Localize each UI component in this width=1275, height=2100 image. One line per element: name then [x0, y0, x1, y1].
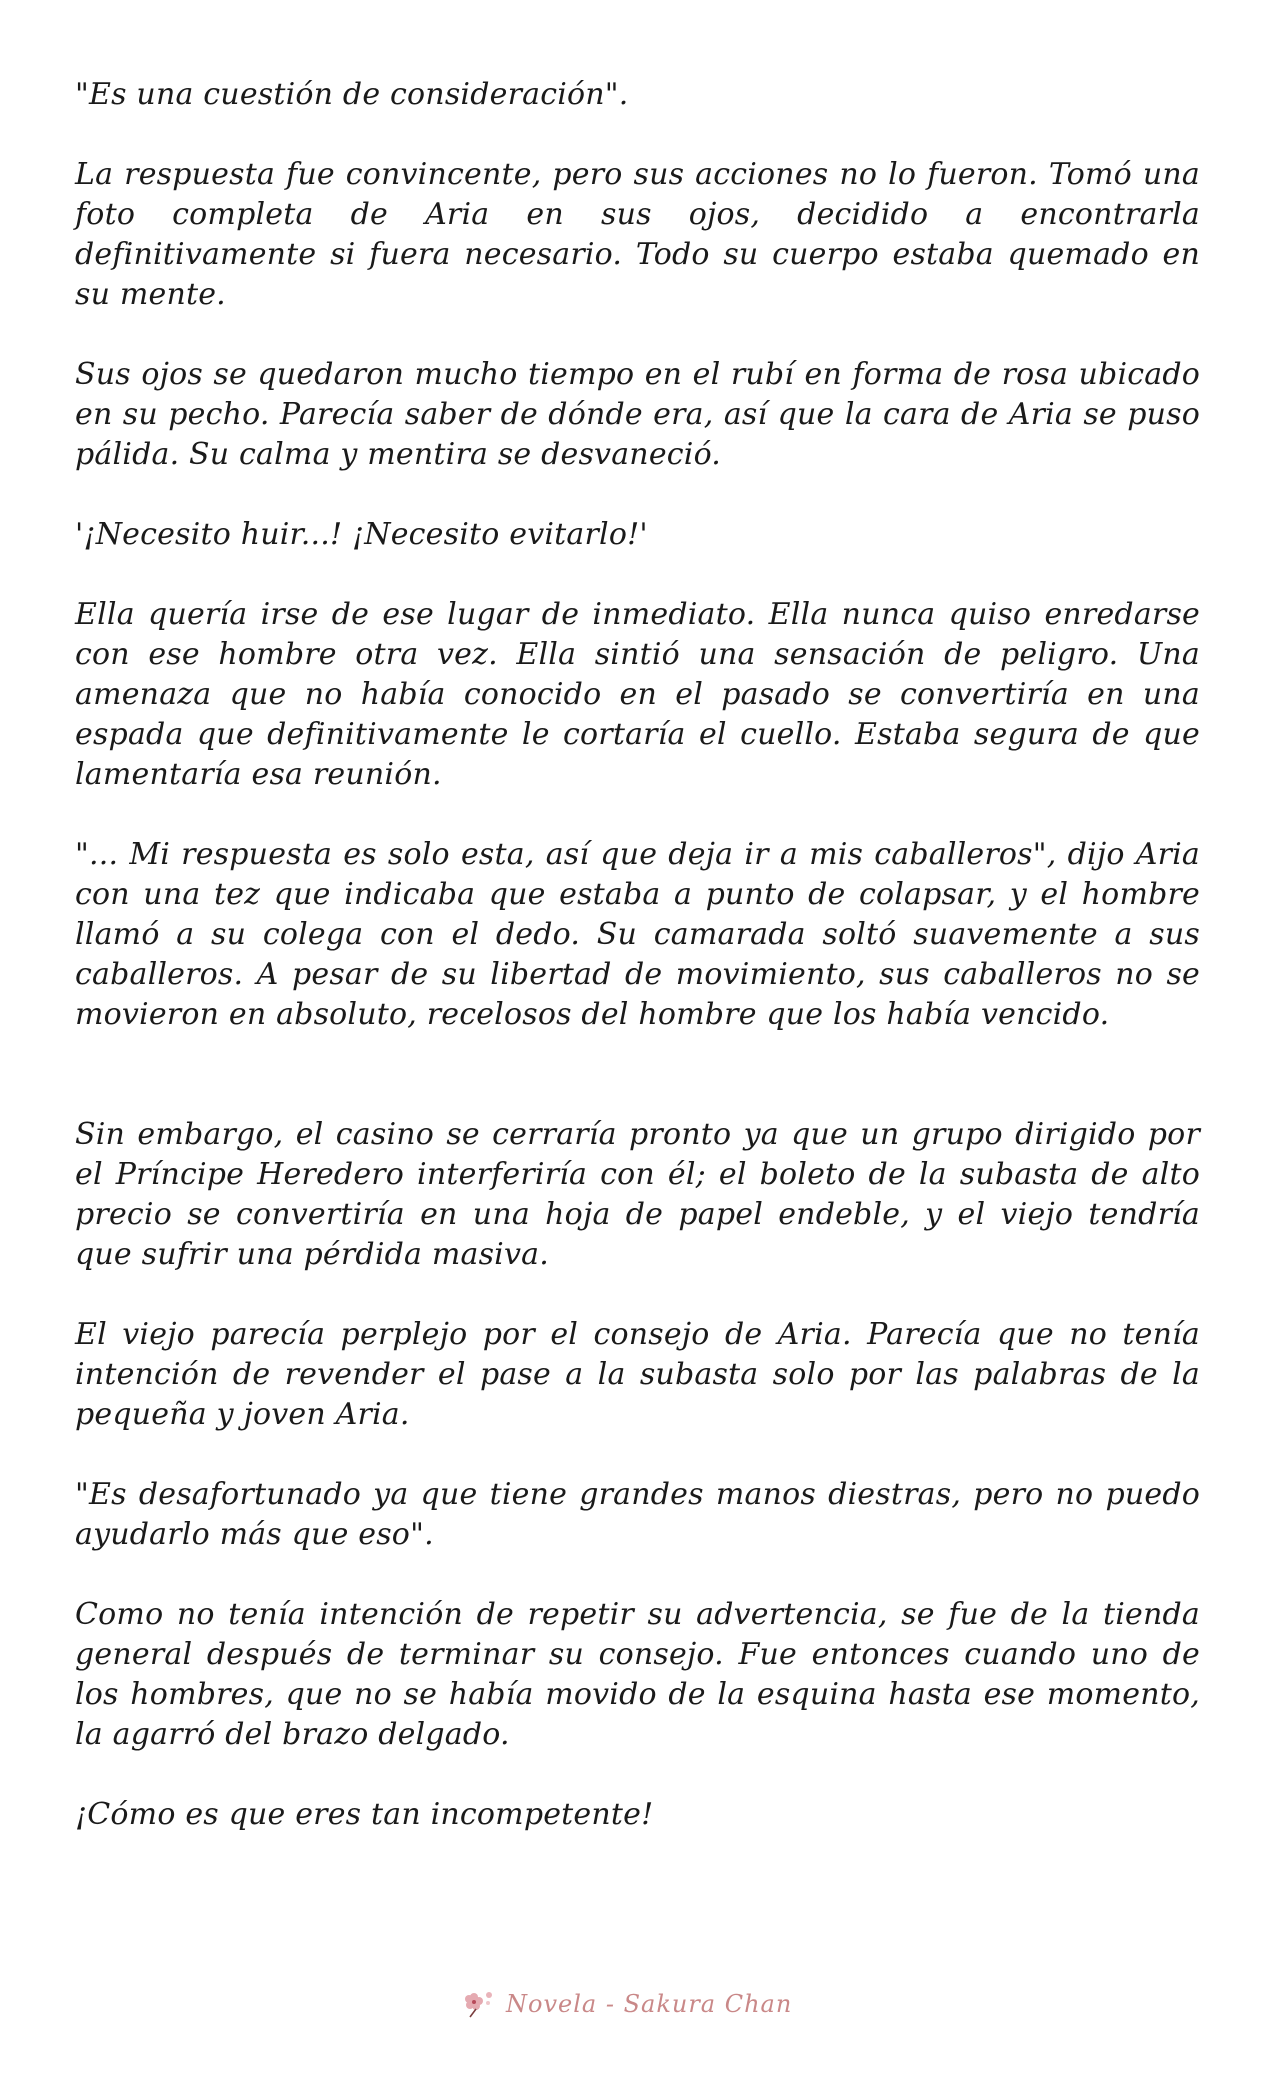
watermark-text: Novela - Sakura Chan — [506, 1990, 793, 2018]
paragraph: El viejo parecía perplejo por el consejo de Aria. Parecía que no tenía intención de revender el pase a la subasta solo por las palabras de la pequeña y joven Aria. — [75, 1317, 1200, 1432]
paragraph: La respuesta fue convincente, pero sus acciones no lo fueron. Tomó una foto completa de Aria en sus ojos, decidido a encontrarla definitivamente si fuera necesario. Todo su cuerpo estaba quemado en su mente. — [75, 157, 1200, 312]
paragraph: "Es desafortunado ya que tiene grandes manos diestras, pero no puedo ayudarlo más que eso". — [75, 1477, 1200, 1552]
paragraph: Como no tenía intención de repetir su advertencia, se fue de la tienda general después de terminar su consejo. Fue entonces cuando uno de los hombres, que no se había movido de la esquina hasta ese momento, la agarró del brazo delgado. — [75, 1597, 1200, 1752]
paragraph: Sin embargo, el casino se cerraría pronto ya que un grupo dirigido por el Príncipe Heredero interferiría con él; el boleto de la subasta de alto precio se convertiría en una hoja de papel endeble, y el viejo tendría que sufrir una pérdida masiva. — [75, 1117, 1200, 1272]
paragraph: Sus ojos se quedaron mucho tiempo en el rubí en forma de rosa ubicado en su pecho. Parecía saber de dónde era, así que la cara de Aria se puso pálida. Su calma y mentira se desvaneció. — [75, 357, 1200, 472]
paragraph: '¡Necesito huir...! ¡Necesito evitarlo!' — [75, 517, 648, 552]
paragraph: Ella quería irse de ese lugar de inmediato. Ella nunca quiso enredarse con ese hombre otra vez. Ella sintió una sensación de peligro. Una amenaza que no había conocido en el pasado se convertiría en una espada que definitivamente le cortaría el cuello. Estaba segura de que lamentaría esa reunión. — [75, 597, 1200, 792]
paragraph: "... Mi respuesta es solo esta, así que deja ir a mis caballeros", dijo Aria con una tez que indicaba que estaba a punto de colapsar, y el hombre llamó a su colega con el dedo. Su camarada soltó suavemente a sus caballeros. A pesar de su libertad de movimiento, sus caballeros no se movieron en absoluto, recelosos del hombre que los había vencido. — [75, 837, 1200, 1032]
document-body — [75, 75, 1200, 1835]
watermark — [462, 1982, 842, 2026]
paragraph: ¡Cómo es que eres tan incompetente! — [75, 1797, 654, 1832]
paragraph: "Es una cuestión de consideración". — [75, 77, 629, 112]
sakura-flower-icon — [462, 1989, 496, 2019]
